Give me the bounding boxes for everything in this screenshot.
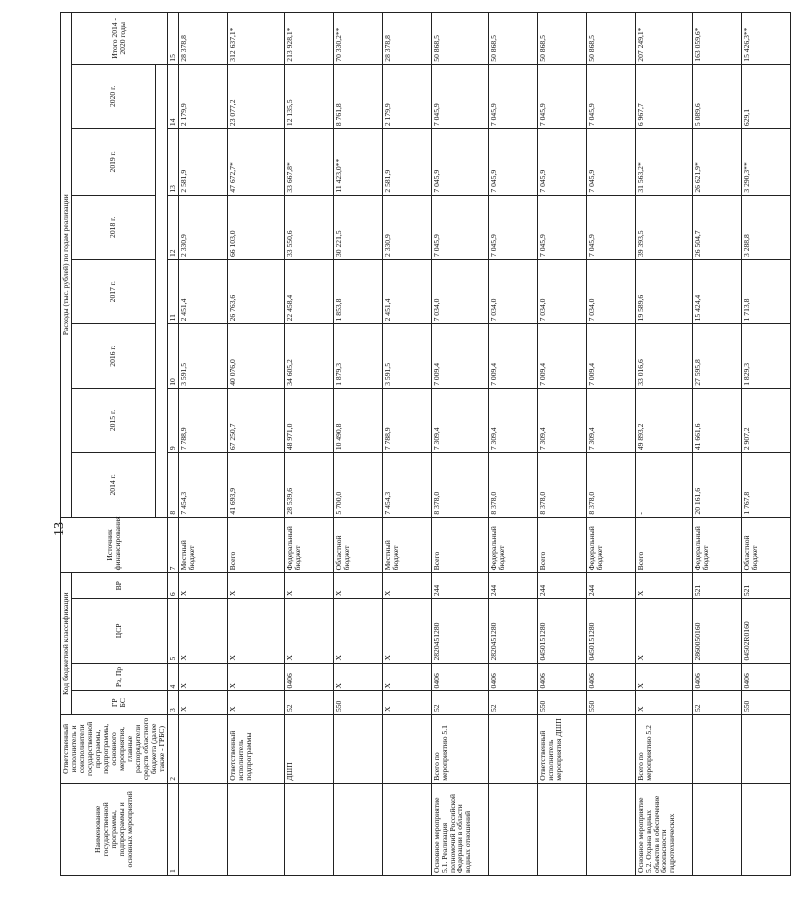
executor-cell xyxy=(382,715,431,784)
executor-cell xyxy=(333,715,382,784)
header-rzpr: Рз, Пр xyxy=(71,663,167,691)
table-row xyxy=(586,13,635,876)
year-value-cell: 22 458,4 xyxy=(284,260,333,324)
year-value-cell: 2 451,4 xyxy=(178,260,227,324)
year-value-cell: 7 045,9 xyxy=(488,64,537,128)
year-value-cell: 7 045,9 xyxy=(488,195,537,259)
grbs-cell: X xyxy=(227,691,284,715)
year-value-cell: 7 454,3 xyxy=(178,453,227,517)
executor-cell: Ответственный исполнитель мероприятия ДШП xyxy=(537,715,586,784)
program-name-cell xyxy=(227,783,284,875)
year-value-cell: 3 591,5 xyxy=(382,324,431,388)
table-row xyxy=(227,13,284,876)
total-cell: 28 378,8 xyxy=(178,13,227,65)
executor-cell xyxy=(692,715,741,784)
year-value-cell: 48 971,0 xyxy=(284,388,333,452)
year-value-cell: 7 309,4 xyxy=(431,388,488,452)
year-value-cell: 2 179,9 xyxy=(382,64,431,128)
total-cell: 207 249,1* xyxy=(635,13,692,65)
vr-cell: 244 xyxy=(488,573,537,599)
total-cell: 50 868,5 xyxy=(537,13,586,65)
year-value-cell: 30 221,5 xyxy=(333,195,382,259)
grbs-cell: 550 xyxy=(537,691,586,715)
vr-cell: 521 xyxy=(692,573,741,599)
grbs-cell: X xyxy=(178,691,227,715)
year-value-cell: 2 581,9 xyxy=(382,129,431,196)
year-value-cell: 49 893,2 xyxy=(635,388,692,452)
table-row xyxy=(284,13,333,876)
csr-cell: 0450151280 xyxy=(537,599,586,663)
year-value-cell: 7 045,9 xyxy=(431,64,488,128)
year-value-cell: 34 605,2 xyxy=(284,324,333,388)
header-csr: ЦСР xyxy=(71,599,167,663)
year-value-cell: 33 667,8* xyxy=(284,129,333,196)
year-value-cell: 2 330,9 xyxy=(382,195,431,259)
program-name-cell xyxy=(537,783,586,875)
year-value-cell: 27 595,8 xyxy=(692,324,741,388)
rzpr-cell: 0406 xyxy=(537,663,586,691)
year-value-cell: 26 621,9* xyxy=(692,129,741,196)
year-value-cell: 7 788,9 xyxy=(178,388,227,452)
table-row xyxy=(692,13,741,876)
header-year-2016: 2016 г. xyxy=(71,324,155,388)
column-number: 14 xyxy=(167,64,178,128)
program-name-cell xyxy=(741,783,790,875)
year-value-cell: 7 309,4 xyxy=(586,388,635,452)
grbs-cell: 550 xyxy=(586,691,635,715)
program-name-cell xyxy=(333,783,382,875)
year-value-cell: 7 034,0 xyxy=(488,260,537,324)
column-number: 11 xyxy=(167,260,178,324)
year-value-cell: 1 713,8 xyxy=(741,260,790,324)
column-number: 5 xyxy=(167,599,178,663)
executor-cell xyxy=(178,715,227,784)
header-program-name: Наименование государственной программы, подпрограммы и основных мероприятий xyxy=(61,783,168,875)
source-cell: Местный бюджет xyxy=(178,517,227,573)
program-name-cell xyxy=(488,783,537,875)
table-row xyxy=(488,13,537,876)
csr-cell: X xyxy=(178,599,227,663)
year-value-cell: 41 661,6 xyxy=(692,388,741,452)
year-value-cell: 7 045,9 xyxy=(537,64,586,128)
year-value-cell: 7 045,9 xyxy=(586,129,635,196)
executor-cell: Ответственный исполнитель подпрограммы xyxy=(227,715,284,784)
csr-cell: 2820451280 xyxy=(431,599,488,663)
year-value-cell: 629,1 xyxy=(741,64,790,128)
year-value-cell: 2 907,2 xyxy=(741,388,790,452)
program-name-cell xyxy=(382,783,431,875)
year-value-cell: 12 135,5 xyxy=(284,64,333,128)
csr-cell: X xyxy=(284,599,333,663)
header-year-2017: 2017 г. xyxy=(71,260,155,324)
year-value-cell: 7 045,9 xyxy=(537,129,586,196)
header-total: Итого 2014 - 2020 годы xyxy=(71,13,167,65)
program-name-cell xyxy=(586,783,635,875)
column-number: 3 xyxy=(167,691,178,715)
table-row xyxy=(382,13,431,876)
year-value-cell: 1 853,8 xyxy=(333,260,382,324)
year-value-cell: 7 034,0 xyxy=(431,260,488,324)
rzpr-cell: X xyxy=(635,663,692,691)
header-year-2014: 2014 г. xyxy=(71,453,155,517)
year-value-cell: 6 967,7 xyxy=(635,64,692,128)
executor-cell: Всего по мероприятию 5.2 xyxy=(635,715,692,784)
source-cell: Всего xyxy=(635,517,692,573)
year-value-cell: 8 378,0 xyxy=(431,453,488,517)
year-value-cell: 1 879,3 xyxy=(333,324,382,388)
year-value-cell: 23 077,2 xyxy=(227,64,284,128)
rzpr-cell: 0406 xyxy=(692,663,741,691)
rotated-page xyxy=(60,12,759,876)
total-cell: 213 928,1* xyxy=(284,13,333,65)
total-cell: 163 059,6* xyxy=(692,13,741,65)
year-value-cell: 66 103,0 xyxy=(227,195,284,259)
year-value-cell: 33 550,6 xyxy=(284,195,333,259)
program-name-cell: Основное мероприятие 5.2. Охрана водных объектов и обеспечение безопасности гидротехнических xyxy=(635,783,692,875)
column-number: 6 xyxy=(167,573,178,599)
rzpr-cell: X xyxy=(178,663,227,691)
year-value-cell: 19 589,6 xyxy=(635,260,692,324)
year-value-cell: 7 045,9 xyxy=(488,129,537,196)
year-value-cell: 3 288,8 xyxy=(741,195,790,259)
year-value-cell: 31 563,2* xyxy=(635,129,692,196)
year-value-cell: 1 829,3 xyxy=(741,324,790,388)
year-value-cell: 28 539,6 xyxy=(284,453,333,517)
program-name-cell: Основное мероприятие 5.1. Реализация полномочий Российской Федерации в области водных отношений xyxy=(431,783,488,875)
header-executor: Ответственный исполнитель и соисполнители государственной программы, подпрограммы, основного мероприятия, главные распорядители средств областного бюджета (далее также - ГРБС) xyxy=(61,715,168,784)
grbs-cell: 52 xyxy=(431,691,488,715)
vr-cell: X xyxy=(333,573,382,599)
column-number: 9 xyxy=(167,388,178,452)
header-vr: ВР xyxy=(71,573,167,599)
year-value-cell: 7 045,9 xyxy=(431,195,488,259)
year-value-cell: 2 330,9 xyxy=(178,195,227,259)
grbs-cell: 550 xyxy=(741,691,790,715)
executor-cell: ДШП xyxy=(284,715,333,784)
year-value-cell: 7 045,9 xyxy=(586,64,635,128)
header-budget-code: Код бюджетной классификации xyxy=(61,573,72,715)
total-cell: 50 868,5 xyxy=(488,13,537,65)
table-row xyxy=(537,13,586,876)
budget-table xyxy=(60,12,791,876)
year-value-cell: 8 761,8 xyxy=(333,64,382,128)
year-value-cell: 7 009,4 xyxy=(488,324,537,388)
total-cell: 70 330,2** xyxy=(333,13,382,65)
year-value-cell: 7 309,4 xyxy=(488,388,537,452)
source-cell: Всего xyxy=(227,517,284,573)
header-grbs: ГР БС xyxy=(71,691,167,715)
year-value-cell: 26 504,7 xyxy=(692,195,741,259)
grbs-cell: X xyxy=(382,691,431,715)
year-value-cell: 10 490,8 xyxy=(333,388,382,452)
year-value-cell: 8 378,0 xyxy=(586,453,635,517)
total-cell: 28 378,8 xyxy=(382,13,431,65)
column-number: 7 xyxy=(167,517,178,573)
total-cell: 312 637,1* xyxy=(227,13,284,65)
csr-cell: X xyxy=(635,599,692,663)
year-value-cell: 2 451,4 xyxy=(382,260,431,324)
executor-cell xyxy=(741,715,790,784)
column-number-row xyxy=(167,13,178,876)
grbs-cell: 550 xyxy=(333,691,382,715)
year-value-cell: 7 045,9 xyxy=(431,129,488,196)
table-row xyxy=(431,13,488,876)
header-year-2015: 2015 г. xyxy=(71,388,155,452)
year-value-cell: 3 591,5 xyxy=(178,324,227,388)
year-value-cell: 11 423,0** xyxy=(333,129,382,196)
year-value-cell: 2 581,9 xyxy=(178,129,227,196)
csr-cell: 04502R0160 xyxy=(741,599,790,663)
column-number: 8 xyxy=(167,453,178,517)
year-value-cell: 7 009,4 xyxy=(537,324,586,388)
grbs-cell: 52 xyxy=(284,691,333,715)
column-number: 13 xyxy=(167,129,178,196)
year-value-cell: 33 016,6 xyxy=(635,324,692,388)
year-value-cell: 7 034,0 xyxy=(537,260,586,324)
vr-cell: 244 xyxy=(537,573,586,599)
year-value-cell: 1 767,8 xyxy=(741,453,790,517)
vr-cell: 521 xyxy=(741,573,790,599)
year-value-cell: 7 009,4 xyxy=(586,324,635,388)
executor-cell xyxy=(488,715,537,784)
year-value-cell: 7 788,9 xyxy=(382,388,431,452)
year-value-cell: 67 250,7 xyxy=(227,388,284,452)
year-value-cell: 7 009,4 xyxy=(431,324,488,388)
table-row xyxy=(333,13,382,876)
year-value-cell: 7 045,9 xyxy=(586,195,635,259)
total-cell: 50 868,5 xyxy=(586,13,635,65)
source-cell: Федеральный бюджет xyxy=(692,517,741,573)
csr-cell: 2820451280 xyxy=(488,599,537,663)
year-value-cell: 7 309,4 xyxy=(537,388,586,452)
table-row xyxy=(635,13,692,876)
page-number: 13 xyxy=(52,522,67,536)
csr-cell: X xyxy=(333,599,382,663)
rzpr-cell: 0406 xyxy=(284,663,333,691)
year-value-cell: 7 034,0 xyxy=(586,260,635,324)
executor-cell: Всего по мероприятию 5.1 xyxy=(431,715,488,784)
csr-cell: 0450151280 xyxy=(586,599,635,663)
year-value-cell: 8 378,0 xyxy=(488,453,537,517)
source-cell: Федеральный бюджет xyxy=(488,517,537,573)
year-value-cell: 7 045,9 xyxy=(537,195,586,259)
program-name-cell xyxy=(284,783,333,875)
program-name-cell xyxy=(178,783,227,875)
program-name-cell xyxy=(692,783,741,875)
csr-cell: X xyxy=(382,599,431,663)
year-value-cell: - xyxy=(635,453,692,517)
rzpr-cell: X xyxy=(382,663,431,691)
year-value-cell: 5 700,0 xyxy=(333,453,382,517)
year-value-cell: 41 693,9 xyxy=(227,453,284,517)
vr-cell: X xyxy=(227,573,284,599)
rzpr-cell: 0406 xyxy=(741,663,790,691)
csr-cell: X xyxy=(227,599,284,663)
vr-cell: X xyxy=(178,573,227,599)
csr-cell: 2860050160 xyxy=(692,599,741,663)
column-number: 12 xyxy=(167,195,178,259)
rzpr-cell: X xyxy=(227,663,284,691)
year-value-cell: 20 161,6 xyxy=(692,453,741,517)
rzpr-cell: 0406 xyxy=(431,663,488,691)
rzpr-cell: 0406 xyxy=(488,663,537,691)
header-year-2018: 2018 г. xyxy=(71,195,155,259)
header-year-2020: 2020 г. xyxy=(71,64,155,128)
vr-cell: 244 xyxy=(586,573,635,599)
table-row xyxy=(741,13,790,876)
total-cell: 50 868,5 xyxy=(431,13,488,65)
vr-cell: X xyxy=(635,573,692,599)
vr-cell: 244 xyxy=(431,573,488,599)
column-number: 1 xyxy=(167,783,178,875)
column-number: 15 xyxy=(167,13,178,65)
year-value-cell: 39 393,5 xyxy=(635,195,692,259)
year-value-cell: 2 179,9 xyxy=(178,64,227,128)
rzpr-cell: X xyxy=(333,663,382,691)
grbs-cell: X xyxy=(635,691,692,715)
year-value-cell: 8 378,0 xyxy=(537,453,586,517)
rzpr-cell: 0406 xyxy=(586,663,635,691)
year-value-cell: 15 424,4 xyxy=(692,260,741,324)
source-cell: Федеральный бюджет xyxy=(284,517,333,573)
header-year-2019: 2019 г. xyxy=(71,129,155,196)
source-cell: Федеральный бюджет xyxy=(586,517,635,573)
year-value-cell: 7 454,3 xyxy=(382,453,431,517)
year-value-cell: 3 290,3** xyxy=(741,129,790,196)
column-number: 4 xyxy=(167,663,178,691)
source-cell: Всего xyxy=(431,517,488,573)
source-cell: Областной бюджет xyxy=(333,517,382,573)
year-value-cell: 26 763,6 xyxy=(227,260,284,324)
year-value-cell: 5 089,6 xyxy=(692,64,741,128)
total-cell: 15 426,3** xyxy=(741,13,790,65)
source-cell: Всего xyxy=(537,517,586,573)
vr-cell: X xyxy=(284,573,333,599)
vr-cell: X xyxy=(382,573,431,599)
column-number: 10 xyxy=(167,324,178,388)
source-cell: Областной бюджет xyxy=(741,517,790,573)
column-number: 2 xyxy=(167,715,178,784)
year-value-cell: 40 076,0 xyxy=(227,324,284,388)
header-expenses: Расходы (тыс. рублей) по годам реализации xyxy=(61,13,72,518)
year-value-cell: 47 672,7* xyxy=(227,129,284,196)
header-source: Источник финансирования xyxy=(61,517,168,573)
source-cell: Местный бюджет xyxy=(382,517,431,573)
grbs-cell: 52 xyxy=(488,691,537,715)
grbs-cell: 52 xyxy=(692,691,741,715)
table-row xyxy=(178,13,227,876)
executor-cell xyxy=(586,715,635,784)
